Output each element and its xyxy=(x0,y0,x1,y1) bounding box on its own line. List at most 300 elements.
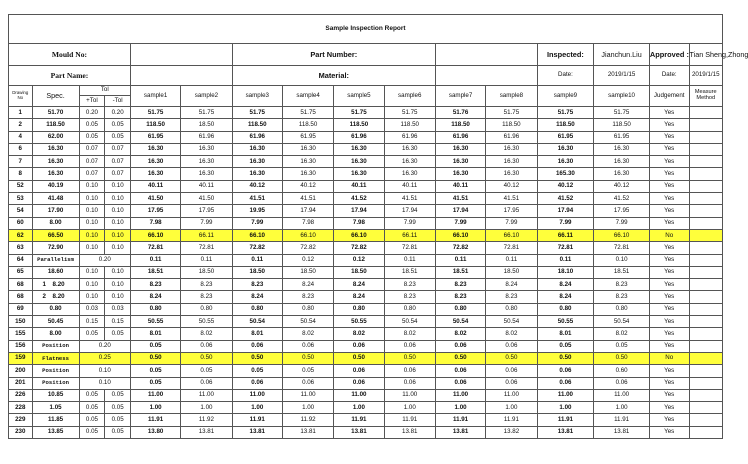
sample-cell[interactable]: 40.12 xyxy=(282,180,333,192)
sample-cell[interactable]: 0.11 xyxy=(130,254,180,266)
sample-cell[interactable]: 8.02 xyxy=(594,328,650,340)
sample-cell[interactable]: 72.81 xyxy=(130,242,180,254)
measure-method-cell[interactable] xyxy=(689,180,722,192)
sample-cell[interactable]: 17.94 xyxy=(384,205,435,217)
sample-cell[interactable]: 51.75 xyxy=(181,107,232,119)
sample-cell[interactable]: 66.10 xyxy=(334,229,384,241)
sample-cell[interactable]: 0.11 xyxy=(537,254,594,266)
judgement-cell[interactable]: Yes xyxy=(649,205,689,217)
measure-method-cell[interactable] xyxy=(689,242,722,254)
sample-cell[interactable]: 8.02 xyxy=(384,328,435,340)
sample-cell[interactable]: 118.50 xyxy=(232,119,282,131)
date-value-approved[interactable]: 2019/1/15 xyxy=(689,66,722,86)
sample-cell[interactable]: 13.81 xyxy=(282,426,333,438)
sample-cell[interactable]: 0.11 xyxy=(435,254,485,266)
judgement-cell[interactable]: Yes xyxy=(649,291,689,303)
sample-cell[interactable]: 118.50 xyxy=(130,119,180,131)
sample-cell[interactable]: 16.30 xyxy=(282,143,333,155)
sample-cell[interactable]: 16.30 xyxy=(486,156,537,168)
sample-cell[interactable]: 8.02 xyxy=(181,328,232,340)
sample-cell[interactable]: 0.80 xyxy=(130,303,180,315)
sample-cell[interactable]: 13.81 xyxy=(232,426,282,438)
sample-cell[interactable]: 0.50 xyxy=(486,352,537,364)
sample-cell[interactable]: 16.30 xyxy=(537,156,594,168)
sample-cell[interactable]: 66.10 xyxy=(130,229,180,241)
sample-cell[interactable]: 7.99 xyxy=(435,217,485,229)
sample-cell[interactable]: 0.80 xyxy=(232,303,282,315)
sample-cell[interactable]: 18.50 xyxy=(232,266,282,278)
sample-cell[interactable]: 0.06 xyxy=(486,340,537,352)
mould-no-value[interactable] xyxy=(130,44,232,66)
judgement-cell[interactable]: Yes xyxy=(649,119,689,131)
sample-cell[interactable]: 18.51 xyxy=(435,266,485,278)
judgement-cell[interactable]: Yes xyxy=(649,156,689,168)
sample-cell[interactable]: 40.11 xyxy=(384,180,435,192)
sample-cell[interactable]: 0.60 xyxy=(594,365,650,377)
measure-method-cell[interactable] xyxy=(689,156,722,168)
sample-cell[interactable]: 16.30 xyxy=(130,156,180,168)
sample-cell[interactable]: 51.75 xyxy=(537,107,594,119)
sample-cell[interactable]: 7.98 xyxy=(282,217,333,229)
sample-cell[interactable]: 50.54 xyxy=(282,316,333,328)
measure-method-cell[interactable] xyxy=(689,279,722,291)
sample-cell[interactable]: 17.95 xyxy=(181,205,232,217)
measure-method-cell[interactable] xyxy=(689,119,722,131)
sample-cell[interactable]: 51.75 xyxy=(232,107,282,119)
sample-cell[interactable]: 118.50 xyxy=(435,119,485,131)
sample-cell[interactable]: 0.05 xyxy=(130,377,180,389)
sample-cell[interactable]: 11.00 xyxy=(181,389,232,401)
sample-cell[interactable]: 0.50 xyxy=(232,352,282,364)
sample-cell[interactable]: 8.23 xyxy=(282,291,333,303)
sample-cell[interactable]: 8.02 xyxy=(435,328,485,340)
sample-cell[interactable]: 0.05 xyxy=(130,340,180,352)
sample-cell[interactable]: 8.24 xyxy=(282,279,333,291)
sample-cell[interactable]: 61.95 xyxy=(130,131,180,143)
sample-cell[interactable]: 8.23 xyxy=(384,291,435,303)
sample-cell[interactable]: 61.95 xyxy=(282,131,333,143)
sample-cell[interactable]: 17.95 xyxy=(130,205,180,217)
sample-cell[interactable]: 0.06 xyxy=(334,340,384,352)
sample-cell[interactable]: 13.82 xyxy=(486,426,537,438)
sample-cell[interactable]: 8.24 xyxy=(232,291,282,303)
sample-cell[interactable]: 0.06 xyxy=(282,377,333,389)
sample-cell[interactable]: 165.30 xyxy=(537,168,594,180)
sample-cell[interactable]: 51.75 xyxy=(130,107,180,119)
sample-cell[interactable]: 41.51 xyxy=(486,193,537,205)
sample-cell[interactable]: 8.01 xyxy=(537,328,594,340)
sample-cell[interactable]: 8.23 xyxy=(181,279,232,291)
sample-cell[interactable]: 16.30 xyxy=(334,168,384,180)
sample-cell[interactable]: 16.30 xyxy=(384,168,435,180)
sample-cell[interactable]: 61.96 xyxy=(384,131,435,143)
sample-cell[interactable]: 18.51 xyxy=(594,266,650,278)
sample-cell[interactable]: 61.95 xyxy=(537,131,594,143)
sample-cell[interactable]: 0.05 xyxy=(282,365,333,377)
measure-method-cell[interactable] xyxy=(689,254,722,266)
sample-cell[interactable]: 0.06 xyxy=(435,340,485,352)
measure-method-cell[interactable] xyxy=(689,303,722,315)
sample-cell[interactable]: 1.00 xyxy=(181,402,232,414)
sample-cell[interactable]: 72.81 xyxy=(594,242,650,254)
sample-cell[interactable]: 11.91 xyxy=(334,414,384,426)
sample-cell[interactable]: 8.23 xyxy=(181,291,232,303)
sample-cell[interactable]: 0.05 xyxy=(594,340,650,352)
sample-cell[interactable]: 8.23 xyxy=(384,279,435,291)
judgement-cell[interactable]: No xyxy=(649,229,689,241)
sample-cell[interactable]: 13.81 xyxy=(334,426,384,438)
sample-cell[interactable]: 0.11 xyxy=(384,254,435,266)
sample-cell[interactable]: 18.50 xyxy=(181,119,232,131)
sample-cell[interactable]: 41.52 xyxy=(334,193,384,205)
sample-cell[interactable]: 16.30 xyxy=(537,143,594,155)
sample-cell[interactable]: 50.55 xyxy=(537,316,594,328)
judgement-cell[interactable]: Yes xyxy=(649,266,689,278)
sample-cell[interactable]: 0.06 xyxy=(232,377,282,389)
sample-cell[interactable]: 7.98 xyxy=(334,217,384,229)
sample-cell[interactable]: 1.00 xyxy=(282,402,333,414)
sample-cell[interactable]: 1.00 xyxy=(232,402,282,414)
sample-cell[interactable]: 40.11 xyxy=(334,180,384,192)
measure-method-cell[interactable] xyxy=(689,131,722,143)
sample-cell[interactable]: 72.81 xyxy=(486,242,537,254)
sample-cell[interactable]: 11.91 xyxy=(435,414,485,426)
sample-cell[interactable]: 0.06 xyxy=(486,365,537,377)
judgement-cell[interactable]: Yes xyxy=(649,365,689,377)
sample-cell[interactable]: 0.80 xyxy=(334,303,384,315)
sample-cell[interactable]: 8.24 xyxy=(537,291,594,303)
judgement-cell[interactable]: Yes xyxy=(649,402,689,414)
sample-cell[interactable]: 0.06 xyxy=(537,365,594,377)
sample-cell[interactable]: 51.75 xyxy=(594,107,650,119)
sample-cell[interactable]: 41.52 xyxy=(537,193,594,205)
sample-cell[interactable]: 17.94 xyxy=(537,205,594,217)
sample-cell[interactable]: 0.05 xyxy=(130,365,180,377)
sample-cell[interactable]: 72.81 xyxy=(384,242,435,254)
judgement-cell[interactable]: Yes xyxy=(649,426,689,438)
measure-method-cell[interactable] xyxy=(689,291,722,303)
sample-cell[interactable]: 0.50 xyxy=(435,352,485,364)
sample-cell[interactable]: 11.00 xyxy=(537,389,594,401)
sample-cell[interactable]: 11.00 xyxy=(282,389,333,401)
sample-cell[interactable]: 11.91 xyxy=(594,414,650,426)
sample-cell[interactable]: 1.00 xyxy=(594,402,650,414)
measure-method-cell[interactable] xyxy=(689,328,722,340)
sample-cell[interactable]: 0.05 xyxy=(537,340,594,352)
sample-cell[interactable]: 0.11 xyxy=(181,254,232,266)
sample-cell[interactable]: 41.51 xyxy=(384,193,435,205)
sample-cell[interactable]: 16.30 xyxy=(181,168,232,180)
judgement-cell[interactable]: Yes xyxy=(649,217,689,229)
judgement-cell[interactable]: Yes xyxy=(649,328,689,340)
sample-cell[interactable]: 0.80 xyxy=(537,303,594,315)
part-name-value[interactable] xyxy=(130,66,232,86)
sample-cell[interactable]: 51.75 xyxy=(282,107,333,119)
sample-cell[interactable]: 11.92 xyxy=(181,414,232,426)
sample-cell[interactable]: 17.95 xyxy=(594,205,650,217)
measure-method-cell[interactable] xyxy=(689,402,722,414)
sample-cell[interactable]: 66.10 xyxy=(435,229,485,241)
sample-cell[interactable]: 61.96 xyxy=(232,131,282,143)
measure-method-cell[interactable] xyxy=(689,340,722,352)
sample-cell[interactable]: 0.80 xyxy=(435,303,485,315)
judgement-cell[interactable]: No xyxy=(649,352,689,364)
sample-cell[interactable]: 0.50 xyxy=(384,352,435,364)
sample-cell[interactable]: 1.00 xyxy=(334,402,384,414)
measure-method-cell[interactable] xyxy=(689,426,722,438)
sample-cell[interactable]: 0.06 xyxy=(334,377,384,389)
sample-cell[interactable]: 13.81 xyxy=(384,426,435,438)
sample-cell[interactable]: 72.82 xyxy=(435,242,485,254)
sample-cell[interactable]: 18.51 xyxy=(130,266,180,278)
sample-cell[interactable]: 0.50 xyxy=(594,352,650,364)
sample-cell[interactable]: 40.11 xyxy=(435,180,485,192)
sample-cell[interactable]: 1.00 xyxy=(130,402,180,414)
sample-cell[interactable]: 41.50 xyxy=(181,193,232,205)
sample-cell[interactable]: 11.91 xyxy=(384,414,435,426)
judgement-cell[interactable]: Yes xyxy=(649,279,689,291)
judgement-cell[interactable]: Yes xyxy=(649,168,689,180)
judgement-cell[interactable]: Yes xyxy=(649,193,689,205)
sample-cell[interactable]: 61.96 xyxy=(435,131,485,143)
sample-cell[interactable]: 118.50 xyxy=(384,119,435,131)
sample-cell[interactable]: 18.50 xyxy=(282,266,333,278)
sample-cell[interactable]: 41.51 xyxy=(282,193,333,205)
sample-cell[interactable]: 11.91 xyxy=(537,414,594,426)
sample-cell[interactable]: 8.23 xyxy=(486,291,537,303)
sample-cell[interactable]: 0.06 xyxy=(384,377,435,389)
sample-cell[interactable]: 8.02 xyxy=(486,328,537,340)
sample-cell[interactable]: 118.50 xyxy=(486,119,537,131)
sample-cell[interactable]: 0.10 xyxy=(594,254,650,266)
sample-cell[interactable]: 16.30 xyxy=(594,168,650,180)
measure-method-cell[interactable] xyxy=(689,229,722,241)
sample-cell[interactable]: 8.02 xyxy=(282,328,333,340)
sample-cell[interactable]: 0.11 xyxy=(232,254,282,266)
sample-cell[interactable]: 16.30 xyxy=(232,168,282,180)
sample-cell[interactable]: 8.23 xyxy=(435,291,485,303)
sample-cell[interactable]: 8.23 xyxy=(594,291,650,303)
sample-cell[interactable]: 66.11 xyxy=(537,229,594,241)
sample-cell[interactable]: 11.91 xyxy=(486,414,537,426)
judgement-cell[interactable]: Yes xyxy=(649,107,689,119)
sample-cell[interactable]: 13.81 xyxy=(435,426,485,438)
part-number-value[interactable] xyxy=(435,44,537,66)
approved-value[interactable]: Tian Sheng,Zhong xyxy=(689,44,722,66)
measure-method-cell[interactable] xyxy=(689,414,722,426)
sample-cell[interactable]: 61.96 xyxy=(181,131,232,143)
sample-cell[interactable]: 11.00 xyxy=(435,389,485,401)
sample-cell[interactable]: 61.96 xyxy=(334,131,384,143)
sample-cell[interactable]: 66.10 xyxy=(594,229,650,241)
sample-cell[interactable]: 66.10 xyxy=(486,229,537,241)
sample-cell[interactable]: 16.30 xyxy=(130,168,180,180)
sample-cell[interactable]: 18.50 xyxy=(334,266,384,278)
sample-cell[interactable]: 0.12 xyxy=(334,254,384,266)
sample-cell[interactable]: 8.23 xyxy=(232,279,282,291)
judgement-cell[interactable]: Yes xyxy=(649,180,689,192)
sample-cell[interactable]: 40.12 xyxy=(594,180,650,192)
sample-cell[interactable]: 51.75 xyxy=(384,107,435,119)
sample-cell[interactable]: 8.24 xyxy=(334,291,384,303)
sample-cell[interactable]: 8.01 xyxy=(130,328,180,340)
sample-cell[interactable]: 50.54 xyxy=(232,316,282,328)
sample-cell[interactable]: 41.52 xyxy=(594,193,650,205)
sample-cell[interactable]: 7.99 xyxy=(181,217,232,229)
sample-cell[interactable]: 0.06 xyxy=(181,377,232,389)
sample-cell[interactable]: 17.94 xyxy=(334,205,384,217)
sample-cell[interactable]: 18.10 xyxy=(537,266,594,278)
sample-cell[interactable]: 66.10 xyxy=(232,229,282,241)
measure-method-cell[interactable] xyxy=(689,389,722,401)
sample-cell[interactable]: 8.23 xyxy=(594,279,650,291)
measure-method-cell[interactable] xyxy=(689,377,722,389)
sample-cell[interactable]: 40.12 xyxy=(232,180,282,192)
sample-cell[interactable]: 0.05 xyxy=(232,365,282,377)
sample-cell[interactable]: 0.06 xyxy=(537,377,594,389)
sample-cell[interactable]: 8.24 xyxy=(537,279,594,291)
sample-cell[interactable]: 40.11 xyxy=(130,180,180,192)
measure-method-cell[interactable] xyxy=(689,143,722,155)
sample-cell[interactable]: 16.30 xyxy=(181,156,232,168)
sample-cell[interactable]: 41.51 xyxy=(435,193,485,205)
sample-cell[interactable]: 0.80 xyxy=(181,303,232,315)
sample-cell[interactable]: 61.95 xyxy=(594,131,650,143)
sample-cell[interactable]: 0.06 xyxy=(384,340,435,352)
sample-cell[interactable]: 0.06 xyxy=(181,340,232,352)
judgement-cell[interactable]: Yes xyxy=(649,377,689,389)
sample-cell[interactable]: 16.30 xyxy=(232,156,282,168)
sample-cell[interactable]: 17.94 xyxy=(282,205,333,217)
sample-cell[interactable]: 8.24 xyxy=(334,279,384,291)
sample-cell[interactable]: 11.00 xyxy=(130,389,180,401)
sample-cell[interactable]: 0.11 xyxy=(486,254,537,266)
sample-cell[interactable]: 51.75 xyxy=(334,107,384,119)
sample-cell[interactable]: 16.30 xyxy=(435,143,485,155)
sample-cell[interactable]: 7.99 xyxy=(384,217,435,229)
sample-cell[interactable]: 40.12 xyxy=(537,180,594,192)
sample-cell[interactable]: 50.54 xyxy=(435,316,485,328)
sample-cell[interactable]: 8.23 xyxy=(130,279,180,291)
sample-cell[interactable]: 11.91 xyxy=(232,414,282,426)
sample-cell[interactable]: 1.00 xyxy=(384,402,435,414)
judgement-cell[interactable]: Yes xyxy=(649,316,689,328)
date-value-inspected[interactable]: 2019/1/15 xyxy=(594,66,650,86)
sample-cell[interactable]: 11.00 xyxy=(232,389,282,401)
sample-cell[interactable]: 1.00 xyxy=(435,402,485,414)
measure-method-cell[interactable] xyxy=(689,205,722,217)
judgement-cell[interactable]: Yes xyxy=(649,414,689,426)
sample-cell[interactable]: 11.92 xyxy=(282,414,333,426)
sample-cell[interactable]: 16.30 xyxy=(594,156,650,168)
sample-cell[interactable]: 51.76 xyxy=(435,107,485,119)
sample-cell[interactable]: 40.12 xyxy=(486,180,537,192)
sample-cell[interactable]: 50.55 xyxy=(181,316,232,328)
measure-method-cell[interactable] xyxy=(689,217,722,229)
sample-cell[interactable]: 11.91 xyxy=(130,414,180,426)
sample-cell[interactable]: 118.50 xyxy=(594,119,650,131)
judgement-cell[interactable]: Yes xyxy=(649,340,689,352)
sample-cell[interactable]: 1.00 xyxy=(486,402,537,414)
sample-cell[interactable]: 118.50 xyxy=(537,119,594,131)
sample-cell[interactable]: 16.30 xyxy=(435,156,485,168)
sample-cell[interactable]: 16.30 xyxy=(486,143,537,155)
sample-cell[interactable]: 16.30 xyxy=(384,156,435,168)
sample-cell[interactable]: 18.50 xyxy=(486,266,537,278)
judgement-cell[interactable]: Yes xyxy=(649,389,689,401)
sample-cell[interactable]: 0.06 xyxy=(282,340,333,352)
sample-cell[interactable]: 13.81 xyxy=(181,426,232,438)
sample-cell[interactable]: 11.00 xyxy=(594,389,650,401)
sample-cell[interactable]: 8.02 xyxy=(334,328,384,340)
sample-cell[interactable]: 0.06 xyxy=(486,377,537,389)
sample-cell[interactable]: 13.81 xyxy=(594,426,650,438)
sample-cell[interactable]: 7.99 xyxy=(594,217,650,229)
measure-method-cell[interactable] xyxy=(689,365,722,377)
sample-cell[interactable]: 11.00 xyxy=(334,389,384,401)
sample-cell[interactable]: 18.51 xyxy=(384,266,435,278)
sample-cell[interactable]: 0.50 xyxy=(181,352,232,364)
sample-cell[interactable]: 16.30 xyxy=(282,168,333,180)
sample-cell[interactable]: 17.95 xyxy=(486,205,537,217)
sample-cell[interactable]: 0.80 xyxy=(384,303,435,315)
sample-cell[interactable]: 51.75 xyxy=(486,107,537,119)
sample-cell[interactable]: 8.23 xyxy=(435,279,485,291)
sample-cell[interactable]: 0.06 xyxy=(334,365,384,377)
sample-cell[interactable]: 0.50 xyxy=(334,352,384,364)
sample-cell[interactable]: 72.82 xyxy=(334,242,384,254)
sample-cell[interactable]: 50.54 xyxy=(486,316,537,328)
sample-cell[interactable]: 19.95 xyxy=(232,205,282,217)
sample-cell[interactable]: 50.54 xyxy=(594,316,650,328)
measure-method-cell[interactable] xyxy=(689,193,722,205)
sample-cell[interactable]: 11.00 xyxy=(486,389,537,401)
sample-cell[interactable]: 72.81 xyxy=(537,242,594,254)
measure-method-cell[interactable] xyxy=(689,316,722,328)
sample-cell[interactable]: 0.12 xyxy=(282,254,333,266)
sample-cell[interactable]: 41.51 xyxy=(232,193,282,205)
sample-cell[interactable]: 0.06 xyxy=(435,377,485,389)
material-value[interactable] xyxy=(435,66,537,86)
sample-cell[interactable]: 72.82 xyxy=(232,242,282,254)
sample-cell[interactable]: 8.24 xyxy=(130,291,180,303)
measure-method-cell[interactable] xyxy=(689,352,722,364)
sample-cell[interactable]: 50.55 xyxy=(130,316,180,328)
measure-method-cell[interactable] xyxy=(689,266,722,278)
judgement-cell[interactable]: Yes xyxy=(649,254,689,266)
sample-cell[interactable]: 0.05 xyxy=(181,365,232,377)
measure-method-cell[interactable] xyxy=(689,107,722,119)
sample-cell[interactable]: 7.98 xyxy=(130,217,180,229)
sample-cell[interactable]: 13.81 xyxy=(537,426,594,438)
sample-cell[interactable]: 16.30 xyxy=(334,143,384,155)
sample-cell[interactable]: 16.30 xyxy=(232,143,282,155)
sample-cell[interactable]: 0.50 xyxy=(537,352,594,364)
sample-cell[interactable]: 0.80 xyxy=(282,303,333,315)
sample-cell[interactable]: 0.06 xyxy=(384,365,435,377)
sample-cell[interactable]: 16.30 xyxy=(594,143,650,155)
sample-cell[interactable]: 8.01 xyxy=(232,328,282,340)
sample-cell[interactable]: 0.80 xyxy=(486,303,537,315)
sample-cell[interactable]: 18.50 xyxy=(181,266,232,278)
sample-cell[interactable]: 7.99 xyxy=(486,217,537,229)
sample-cell[interactable]: 11.00 xyxy=(384,389,435,401)
sample-cell[interactable]: 16.30 xyxy=(130,143,180,155)
sample-cell[interactable]: 50.55 xyxy=(334,316,384,328)
sample-cell[interactable]: 1.00 xyxy=(537,402,594,414)
sample-cell[interactable]: 0.80 xyxy=(594,303,650,315)
inspected-value[interactable]: Jianchun.Liu xyxy=(594,44,650,66)
